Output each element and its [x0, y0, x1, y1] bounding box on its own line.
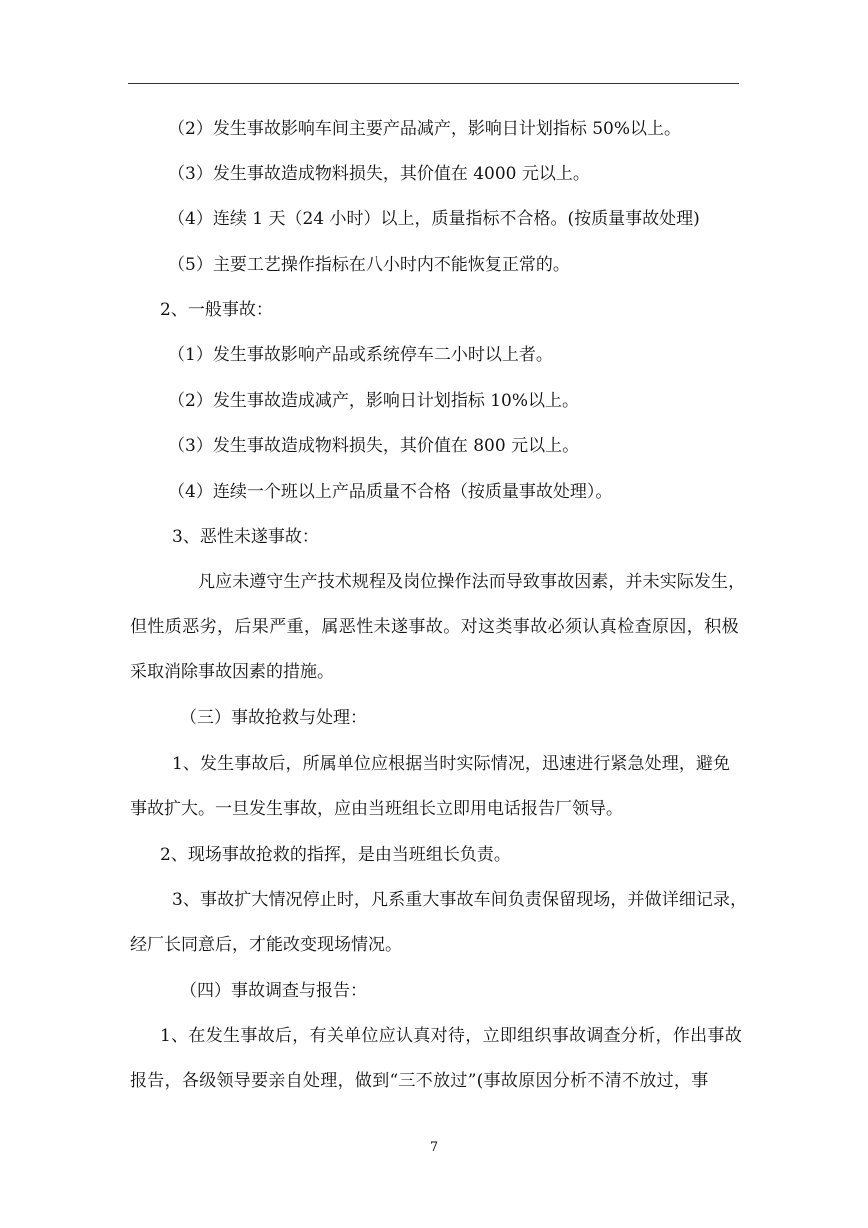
text-line: （4）连续一个班以上产品质量不合格（按质量事故处理）。 [168, 482, 613, 502]
text-line: 采取消除事故因素的措施。 [130, 662, 334, 682]
page-number: 7 [429, 1140, 439, 1155]
section-heading: （三）事故抢救与处理： [180, 708, 367, 728]
text-line: 2、现场事故抢救的指挥，是由当班组长负责。 [160, 845, 511, 865]
text-line: （4）连续 1 天（24 小时）以上，质量指标不合格。(按质量事故处理) [168, 209, 700, 229]
section-heading: （四）事故调查与报告： [180, 981, 367, 1001]
text-line: （3）发生事故造成物料损失，其价值在 4000 元以上。 [168, 164, 590, 184]
text-line: 但性质恶劣，后果严重，属恶性未遂事故。对这类事故必须认真检查原因，积极 [130, 617, 739, 637]
text-line: 经厂长同意后，才能改变现场情况。 [130, 935, 402, 955]
header-rule [128, 83, 739, 84]
text-line: （2）发生事故造成减产，影响日计划指标 10%以上。 [168, 391, 580, 411]
text-line: 事故扩大。一旦发生事故，应由当班组长立即用电话报告厂领导。 [130, 799, 623, 819]
text-line: （5）主要工艺操作指标在八小时内不能恢复正常的。 [168, 255, 570, 275]
text-line: （3）发生事故造成物料损失，其价值在 800 元以上。 [168, 436, 580, 456]
text-line: 报告，各级领导要亲自处理，做到“三不放过”(事故原因分析不清不放过，事 [130, 1071, 709, 1091]
text-line: 1、在发生事故后，有关单位应认真对待，立即组织事故调查分析，作出事故 [160, 1026, 743, 1046]
text-line: （1）发生事故影响产品或系统停车二小时以上者。 [168, 345, 553, 365]
section-heading: 2、一般事故： [160, 300, 273, 320]
text-line: 3、事故扩大情况停止时，凡系重大事故车间负责保留现场，并做详细记录， [172, 890, 748, 910]
text-line: 凡应未遵守生产技术规程及岗位操作法而导致事故因素，并未实际发生， [198, 572, 746, 592]
section-heading: 3、恶性未遂事故： [172, 527, 319, 547]
text-line: 1、发生事故后，所属单位应根据当时实际情况，迅速进行紧急处理，避免 [172, 754, 731, 774]
text-line: （2）发生事故影响车间主要产品减产，影响日计划指标 50%以上。 [168, 119, 682, 139]
